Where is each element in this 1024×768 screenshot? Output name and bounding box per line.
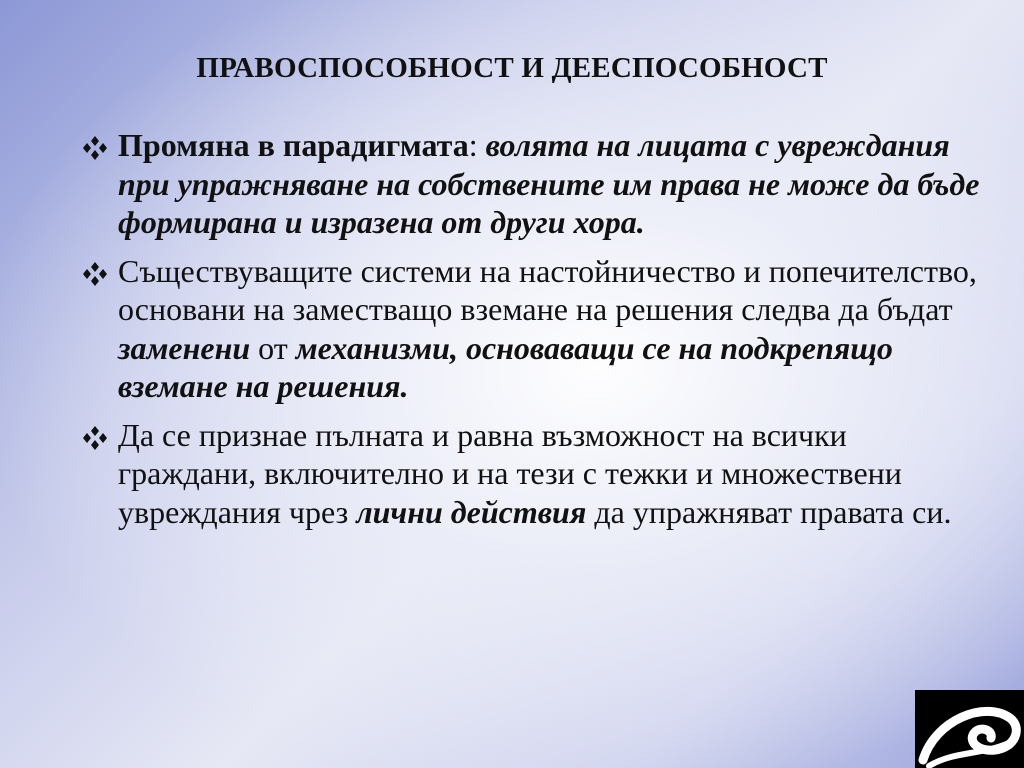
bullet-text-bold-italic: лични действия [356,493,587,530]
bullet-text [118,252,980,406]
bullet-text-bold: Промяна в парадигмата [118,127,469,163]
bullet-text-plain: да упражняват правата си. [586,493,952,530]
bullet-item [80,252,980,406]
bullet-item [80,416,980,532]
bullet-list [80,126,980,541]
bullet-text-plain: Съществуващите системи на настойничество и попечителство, основани на заместващо вземане на решения следва да бъдат [118,252,977,327]
bullet-item [80,126,980,242]
four-diamond-bullet-icon [80,126,118,162]
bullet-text-bold-italic: волята на лицата с увреждания при упражняване на собствените им права не може да бъде формирана и изразена от други хора. [118,127,980,240]
bullet-text-plain: Да се признае пълната и равна възможност на всички граждани, включително и на тези с тежки и множествени увреждания чрез [118,416,902,530]
four-diamond-bullet-icon [80,252,118,288]
bullet-text [118,126,980,242]
slide-title: ПРАВОСПОСОБНОСТ И ДЕЕСПОСОБНОСТ [196,52,828,84]
four-diamond-bullet-icon [80,416,118,452]
bullet-text-bold-italic: заменени [118,329,251,366]
bullet-text [118,416,980,532]
bullet-text-plain: : [468,127,486,163]
bullet-text-bold-italic: механизми, основаващи се на подкрепящо вземане на решения. [118,329,893,404]
bullet-text-plain: от [250,329,296,366]
swirl-logo-icon [915,690,1024,768]
